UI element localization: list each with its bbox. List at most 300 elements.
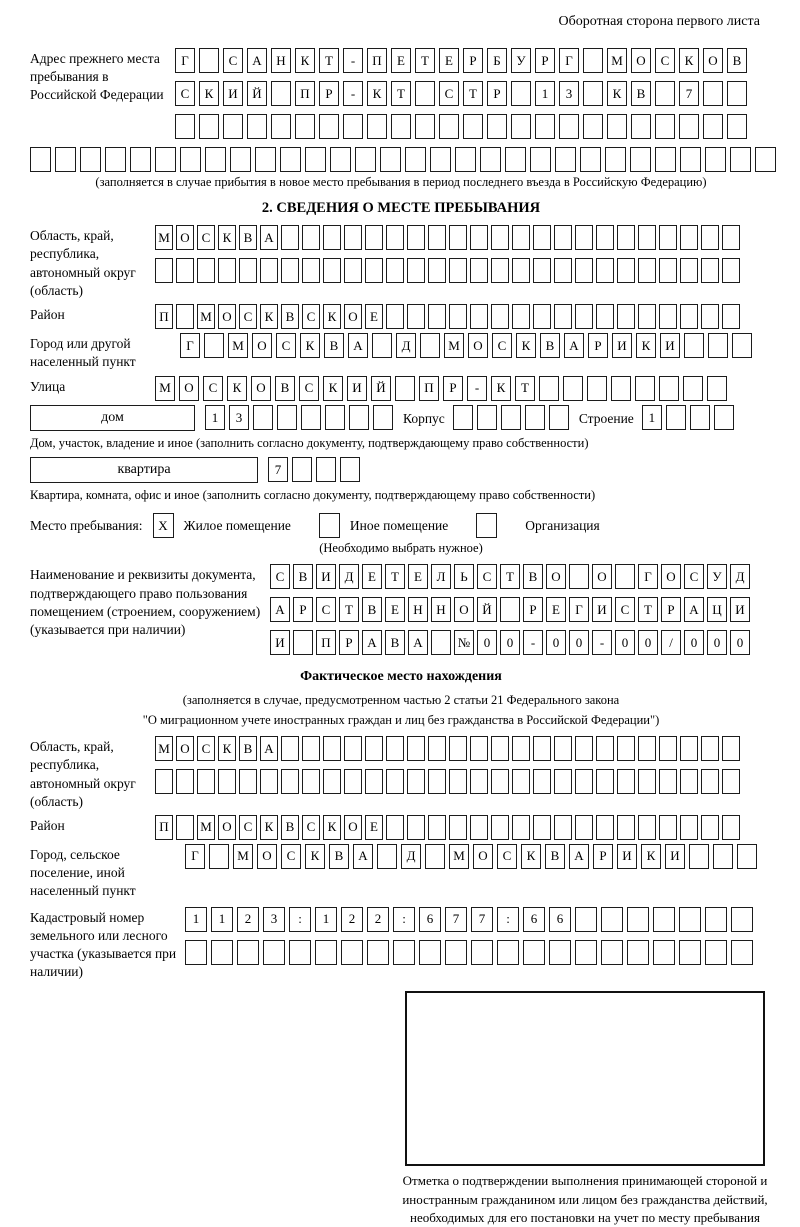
char-box	[439, 114, 459, 139]
char-box	[175, 114, 195, 139]
char-box	[659, 815, 677, 840]
actual-city-row	[185, 844, 761, 869]
char-box: 0	[477, 630, 497, 655]
char-box: К	[607, 81, 627, 106]
char-box	[349, 405, 369, 430]
district-label: Район	[30, 307, 65, 323]
char-box: 0	[500, 630, 520, 655]
char-box: В	[385, 630, 405, 655]
char-box	[690, 405, 710, 430]
char-box	[727, 114, 747, 139]
char-box	[575, 225, 593, 250]
apartment-number-row	[268, 457, 364, 482]
region-row-1	[155, 225, 743, 250]
char-box	[372, 333, 392, 358]
char-box	[255, 147, 276, 172]
char-box: В	[239, 736, 257, 761]
char-box	[653, 907, 675, 932]
char-box: Р	[593, 844, 613, 869]
prev-address-field	[30, 48, 772, 139]
char-box: М	[444, 333, 464, 358]
char-box	[199, 48, 219, 73]
char-box	[155, 258, 173, 283]
char-box: А	[270, 597, 290, 622]
checkbox-organization	[476, 513, 497, 538]
char-box: 0	[615, 630, 635, 655]
document-label: Наименование и реквизиты документа, подтверждающего право пользования помещением (строением, сооружением) (указывается при наличии)	[30, 567, 261, 637]
char-box	[617, 769, 635, 794]
char-box: К	[218, 736, 236, 761]
char-box	[428, 815, 446, 840]
char-box	[705, 907, 727, 932]
char-box	[260, 258, 278, 283]
char-box	[554, 225, 572, 250]
char-box: :	[497, 907, 519, 932]
char-box	[701, 258, 719, 283]
char-box	[575, 304, 593, 329]
char-box: С	[281, 844, 301, 869]
apartment-type-box: квартира	[30, 457, 258, 483]
char-box	[277, 405, 297, 430]
char-box: С	[239, 304, 257, 329]
char-box: В	[293, 564, 313, 589]
actual-location-caption-2: "О миграционном учете иностранных граждан и лиц без гражданства в Российской Федерации")	[142, 712, 660, 727]
char-box	[680, 225, 698, 250]
prev-address-label: Адрес прежнего места пребывания в Российской Федерации	[30, 51, 164, 103]
char-box	[683, 376, 703, 401]
char-box: М	[607, 48, 627, 73]
char-box	[679, 940, 701, 965]
char-box	[659, 376, 679, 401]
char-box: В	[239, 225, 257, 250]
char-box	[407, 769, 425, 794]
char-box	[365, 769, 383, 794]
char-box: Р	[487, 81, 507, 106]
char-box: П	[367, 48, 387, 73]
char-box	[463, 114, 483, 139]
cadastral-label: Кадастровый номер земельного или лесного участка (указывается при наличии)	[30, 909, 177, 980]
char-box	[301, 405, 321, 430]
char-box	[176, 304, 194, 329]
char-box: Т	[415, 48, 435, 73]
char-box: А	[247, 48, 267, 73]
char-box	[365, 258, 383, 283]
char-box	[659, 304, 677, 329]
char-box	[659, 769, 677, 794]
city-row	[180, 333, 756, 358]
char-box	[176, 769, 194, 794]
char-box: 2	[341, 907, 363, 932]
char-box: О	[468, 333, 488, 358]
char-box: О	[179, 376, 199, 401]
char-box	[631, 114, 651, 139]
char-box: В	[275, 376, 295, 401]
char-box: Е	[546, 597, 566, 622]
char-box: К	[199, 81, 219, 106]
char-box: А	[353, 844, 373, 869]
char-box: В	[362, 597, 382, 622]
char-box	[630, 147, 651, 172]
char-box: К	[323, 376, 343, 401]
char-box	[580, 147, 601, 172]
char-box: С	[223, 48, 243, 73]
actual-location-title: Фактическое место нахождения	[300, 669, 502, 685]
char-box	[230, 147, 251, 172]
char-box	[539, 376, 559, 401]
char-box	[105, 147, 126, 172]
char-box	[611, 376, 631, 401]
char-box	[659, 225, 677, 250]
char-box	[583, 81, 603, 106]
char-box	[701, 815, 719, 840]
char-box	[477, 405, 497, 430]
char-box	[722, 736, 740, 761]
char-box: А	[260, 225, 278, 250]
char-box: К	[323, 815, 341, 840]
char-box	[470, 736, 488, 761]
char-box	[155, 147, 176, 172]
char-box	[601, 940, 623, 965]
prev-address-row-1	[175, 48, 751, 73]
char-box	[319, 114, 339, 139]
option-residential-label: Жилое помещение	[183, 517, 291, 533]
char-box	[415, 81, 435, 106]
char-box	[701, 225, 719, 250]
char-box	[315, 940, 337, 965]
char-box	[638, 225, 656, 250]
char-box	[155, 769, 173, 794]
char-box: Г	[180, 333, 200, 358]
char-box: Е	[365, 304, 383, 329]
char-box	[260, 769, 278, 794]
char-box: И	[223, 81, 243, 106]
char-box	[617, 304, 635, 329]
char-box: 7	[679, 81, 699, 106]
char-box	[428, 225, 446, 250]
char-box	[559, 114, 579, 139]
char-box	[281, 769, 299, 794]
char-box	[330, 147, 351, 172]
char-box: С	[197, 225, 215, 250]
prev-address-row-3	[175, 114, 751, 139]
char-box	[302, 225, 320, 250]
checkbox-residential: X	[153, 513, 174, 538]
char-box: 1	[642, 405, 662, 430]
char-box: О	[252, 333, 272, 358]
char-box	[407, 304, 425, 329]
char-box: Т	[515, 376, 535, 401]
house-caption: Дом, участок, владение и иное (заполнить согласно документу, подтверждающему право собственности)	[30, 435, 589, 450]
char-box: В	[281, 815, 299, 840]
char-box	[130, 147, 151, 172]
char-box: Й	[371, 376, 391, 401]
char-box: У	[511, 48, 531, 73]
char-box	[428, 769, 446, 794]
char-box: М	[228, 333, 248, 358]
char-box	[425, 844, 445, 869]
char-box: 7	[471, 907, 493, 932]
char-box: К	[227, 376, 247, 401]
char-box: Т	[463, 81, 483, 106]
char-box	[583, 114, 603, 139]
char-box	[617, 815, 635, 840]
char-box	[512, 769, 530, 794]
char-box: М	[233, 844, 253, 869]
char-box	[470, 815, 488, 840]
char-box: Е	[391, 48, 411, 73]
char-box: Р	[319, 81, 339, 106]
char-box	[407, 225, 425, 250]
char-box	[655, 114, 675, 139]
stay-type-note: (Необходимо выбрать нужное)	[319, 541, 483, 556]
char-box	[554, 736, 572, 761]
char-box	[680, 736, 698, 761]
char-box	[722, 225, 740, 250]
char-box	[554, 258, 572, 283]
char-box	[380, 147, 401, 172]
char-box: П	[155, 815, 173, 840]
char-box	[253, 405, 273, 430]
char-box: Р	[523, 597, 543, 622]
char-box	[533, 769, 551, 794]
char-box	[731, 907, 753, 932]
char-box	[430, 147, 451, 172]
char-box	[703, 81, 723, 106]
char-box: Т	[339, 597, 359, 622]
stroenie-label: Строение	[578, 411, 634, 427]
char-box	[554, 304, 572, 329]
char-box: :	[393, 907, 415, 932]
char-box	[569, 564, 589, 589]
char-box	[365, 225, 383, 250]
char-box: О	[176, 736, 194, 761]
char-box: 6	[549, 907, 571, 932]
char-box: И	[665, 844, 685, 869]
char-box: Ь	[454, 564, 474, 589]
char-box: 1	[205, 405, 225, 430]
char-box	[176, 258, 194, 283]
char-box: С	[239, 815, 257, 840]
char-box: -	[343, 81, 363, 106]
section2-title: 2. СВЕДЕНИЯ О МЕСТЕ ПРЕБЫВАНИЯ	[261, 200, 541, 217]
char-box: 0	[684, 630, 704, 655]
street-label: Улица	[30, 378, 66, 394]
char-box: Б	[487, 48, 507, 73]
char-box	[449, 258, 467, 283]
char-box	[386, 258, 404, 283]
char-box	[302, 258, 320, 283]
char-box: 0	[707, 630, 727, 655]
char-box	[680, 147, 701, 172]
char-box: М	[197, 304, 215, 329]
char-box: П	[316, 630, 336, 655]
char-box	[713, 844, 733, 869]
char-box: Г	[185, 844, 205, 869]
char-box	[722, 304, 740, 329]
cadastral-field	[30, 907, 772, 982]
char-box	[707, 376, 727, 401]
checkbox-other-premises	[319, 513, 340, 538]
char-box	[407, 258, 425, 283]
char-box	[449, 769, 467, 794]
char-box: О	[592, 564, 612, 589]
char-box: Е	[385, 597, 405, 622]
char-box	[386, 225, 404, 250]
char-box: О	[218, 815, 236, 840]
char-box: С	[316, 597, 336, 622]
char-box	[533, 736, 551, 761]
stay-type-field	[30, 513, 772, 538]
char-box: К	[679, 48, 699, 73]
char-box	[596, 815, 614, 840]
char-box	[737, 844, 757, 869]
char-box	[684, 333, 704, 358]
char-box: 2	[367, 907, 389, 932]
char-box: В	[523, 564, 543, 589]
char-box: О	[251, 376, 271, 401]
char-box	[638, 258, 656, 283]
char-box	[680, 769, 698, 794]
char-box	[341, 940, 363, 965]
char-box: К	[641, 844, 661, 869]
char-box	[239, 769, 257, 794]
char-box	[575, 258, 593, 283]
char-box	[705, 940, 727, 965]
char-box: Е	[362, 564, 382, 589]
char-box	[218, 769, 236, 794]
char-box	[211, 940, 233, 965]
char-box: С	[270, 564, 290, 589]
char-box: 1	[185, 907, 207, 932]
char-box	[373, 405, 393, 430]
prev-address-row-2	[175, 81, 751, 106]
char-box: Т	[385, 564, 405, 589]
street-row	[155, 376, 731, 401]
char-box	[453, 405, 473, 430]
char-box	[530, 147, 551, 172]
char-box	[554, 769, 572, 794]
char-box: Н	[408, 597, 428, 622]
char-box: И	[612, 333, 632, 358]
char-box	[575, 907, 597, 932]
char-box: Н	[431, 597, 451, 622]
char-box: -	[523, 630, 543, 655]
char-box: Г	[175, 48, 195, 73]
char-box	[491, 258, 509, 283]
char-box	[638, 736, 656, 761]
char-box: 0	[730, 630, 750, 655]
char-box	[428, 304, 446, 329]
option-organization-label: Организация	[525, 517, 600, 533]
char-box	[470, 304, 488, 329]
city-field	[30, 333, 772, 371]
char-box: Р	[661, 597, 681, 622]
actual-district-field	[30, 815, 772, 840]
char-box	[470, 225, 488, 250]
char-box	[365, 736, 383, 761]
char-box	[497, 940, 519, 965]
char-box	[271, 114, 291, 139]
char-box	[355, 147, 376, 172]
char-box: А	[684, 597, 704, 622]
char-box	[415, 114, 435, 139]
char-box	[445, 940, 467, 965]
char-box	[280, 147, 301, 172]
char-box: /	[661, 630, 681, 655]
char-box	[271, 81, 291, 106]
char-box: С	[492, 333, 512, 358]
char-box	[655, 147, 676, 172]
char-box	[80, 147, 101, 172]
char-box	[480, 147, 501, 172]
char-box: О	[257, 844, 277, 869]
char-box	[407, 815, 425, 840]
char-box	[185, 940, 207, 965]
char-box: 3	[229, 405, 249, 430]
char-box	[732, 333, 752, 358]
char-box: И	[617, 844, 637, 869]
char-box: Д	[396, 333, 416, 358]
char-box	[601, 907, 623, 932]
char-box	[405, 147, 426, 172]
char-box: Р	[443, 376, 463, 401]
document-row-1	[270, 564, 753, 589]
char-box: Д	[339, 564, 359, 589]
char-box	[344, 258, 362, 283]
char-box: Р	[535, 48, 555, 73]
char-box	[523, 940, 545, 965]
char-box: С	[497, 844, 517, 869]
char-box	[680, 815, 698, 840]
char-box: Т	[500, 564, 520, 589]
char-box: А	[408, 630, 428, 655]
confirmation-stamp-box	[405, 991, 765, 1166]
char-box	[323, 736, 341, 761]
char-box	[419, 940, 441, 965]
char-box	[420, 333, 440, 358]
char-box	[525, 405, 545, 430]
char-box: Р	[293, 597, 313, 622]
char-box: 3	[263, 907, 285, 932]
actual-city-field	[30, 844, 772, 901]
char-box: 6	[523, 907, 545, 932]
char-box	[638, 304, 656, 329]
char-box: С	[684, 564, 704, 589]
char-box: 7	[445, 907, 467, 932]
char-box	[617, 258, 635, 283]
char-box	[501, 405, 521, 430]
char-box	[511, 114, 531, 139]
char-box: С	[299, 376, 319, 401]
document-row-3	[270, 630, 753, 655]
char-box: В	[540, 333, 560, 358]
char-box	[205, 147, 226, 172]
char-box: К	[516, 333, 536, 358]
actual-region-row-1	[155, 736, 743, 761]
char-box: К	[521, 844, 541, 869]
char-box	[289, 940, 311, 965]
char-box	[755, 147, 776, 172]
char-box	[393, 940, 415, 965]
char-box	[680, 258, 698, 283]
char-box	[471, 940, 493, 965]
char-box: А	[569, 844, 589, 869]
char-box	[449, 304, 467, 329]
char-box: 0	[638, 630, 658, 655]
char-box: В	[281, 304, 299, 329]
cadastral-row-1	[185, 907, 757, 932]
char-box: Р	[339, 630, 359, 655]
